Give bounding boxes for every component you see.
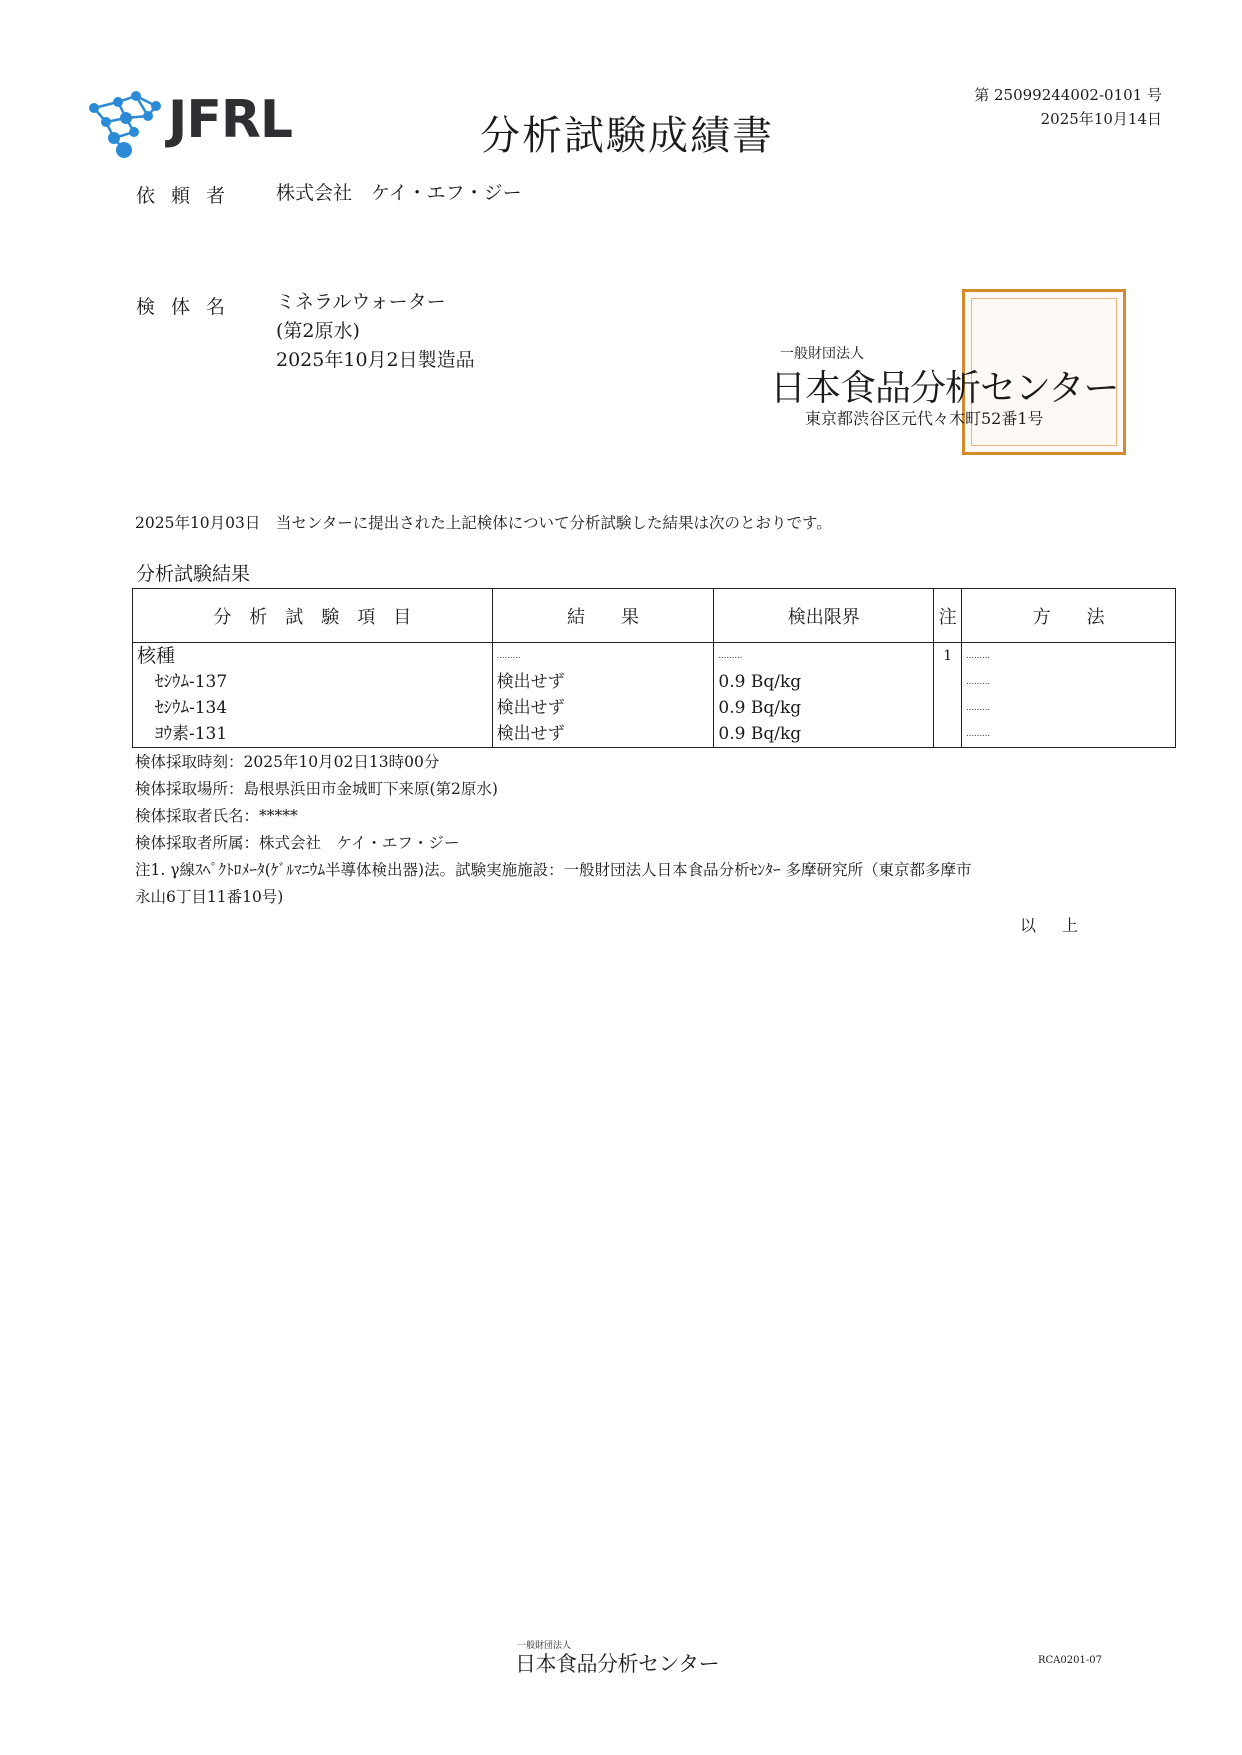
form-code: RCA0201-07 <box>1038 1655 1102 1666</box>
sample-name: ミネラルウォーター <box>276 291 446 313</box>
header-limit: 検出限界 <box>714 589 934 643</box>
results-table <box>132 588 1176 748</box>
group-result: ……… <box>492 643 714 670</box>
footer-org-name: 日本食品分析センター <box>515 1652 720 1676</box>
row-item: ｾｼｳﾑ-137 <box>133 669 493 695</box>
table-row <box>133 695 1176 721</box>
network-logo-icon <box>84 80 170 160</box>
section-title: 分析試験結果 <box>136 563 251 585</box>
row-result: 検出せず <box>492 695 714 721</box>
row-result: 検出せず <box>492 669 714 695</box>
requester-label: 依頼者 <box>136 185 242 207</box>
sample-manufacture-date: 2025年10月2日製造品 <box>276 349 475 371</box>
row-limit: 0.9 Bq/kg <box>714 669 934 695</box>
note-line: 永山6丁目11番10号) <box>135 888 284 906</box>
row-method: ……… <box>962 721 1176 748</box>
logo-text: JFRL <box>168 90 293 150</box>
row-result: 検出せず <box>492 721 714 748</box>
issue-date: 2025年10月14日 <box>1040 110 1162 128</box>
row-method: ……… <box>962 669 1176 695</box>
document-meta <box>974 83 1162 131</box>
document-number: 第 25099244002-0101 号 <box>974 86 1162 104</box>
closing-mark: 以上 <box>1020 916 1105 935</box>
row-limit: 0.9 Bq/kg <box>714 695 934 721</box>
note-line: 検体採取時刻：2025年10月02日13時00分 <box>135 753 440 771</box>
group-limit: ……… <box>714 643 934 670</box>
note-line: 検体採取者所属：株式会社 ケイ・エフ・ジー <box>135 834 460 852</box>
note-line: 注1. γ線ｽﾍﾟｸﾄﾛﾒｰﾀ(ｹﾞﾙﾏﾆｳﾑ半導体検出器)法。試験実施施設：一般財団法人日本食品分析ｾﾝﾀｰ 多摩研究所（東京都多摩市 <box>135 861 972 879</box>
notes-block <box>135 749 972 911</box>
row-note <box>934 669 962 695</box>
group-note: 1 <box>934 643 962 670</box>
requester-value: 株式会社 ケイ・エフ・ジー <box>276 182 522 204</box>
row-item: ﾖｳ素-131 <box>133 721 493 748</box>
footer-org-type: 一般財団法人 <box>517 1641 572 1651</box>
group-method: ……… <box>962 643 1176 670</box>
sample-source: (第2原水) <box>276 320 360 342</box>
row-limit: 0.9 Bq/kg <box>714 721 934 748</box>
organization-type: 一般財団法人 <box>780 346 864 362</box>
header-method: 方 法 <box>962 589 1176 643</box>
organization-name: 日本食品分析センター <box>770 368 1119 409</box>
document-title: 分析試験成績書 <box>480 113 774 159</box>
row-note <box>934 695 962 721</box>
table-row <box>133 721 1176 748</box>
organization-address: 東京都渋谷区元代々木町52番1号 <box>805 409 1044 428</box>
note-line: 検体採取者氏名：***** <box>135 807 298 825</box>
header-note: 注 <box>934 589 962 643</box>
table-row <box>133 643 1176 670</box>
header-result: 結 果 <box>492 589 714 643</box>
row-method: ……… <box>962 695 1176 721</box>
sample-label: 検体名 <box>136 296 242 318</box>
intro-text: 2025年10月03日 当センターに提出された上記検体について分析試験した結果は次のとおりです。 <box>135 514 832 532</box>
table-row <box>133 669 1176 695</box>
row-item: ｾｼｳﾑ-134 <box>133 695 493 721</box>
note-line: 検体採取場所：島根県浜田市金城町下来原(第2原水) <box>135 780 498 798</box>
table-header-row <box>133 589 1176 643</box>
header-item: 分 析 試 験 項 目 <box>133 589 493 643</box>
group-item: 核種 <box>133 643 493 670</box>
jfrl-logo <box>84 80 304 160</box>
row-note <box>934 721 962 748</box>
sample-value <box>276 288 475 375</box>
